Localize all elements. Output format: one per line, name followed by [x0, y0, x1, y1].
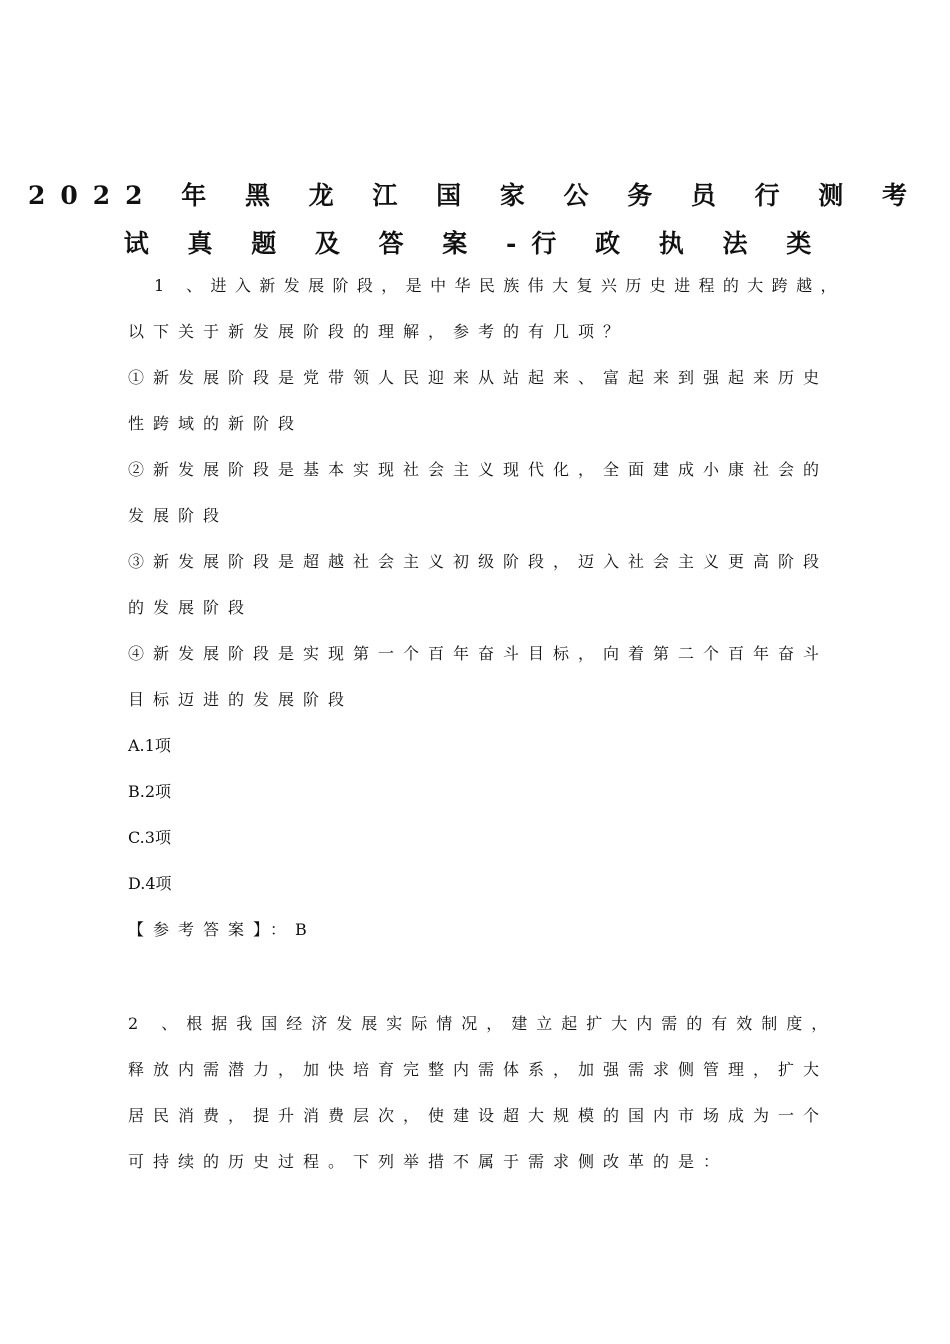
q1-item-2-line-1: ②新发展阶段是基本实现社会主义现代化，全面建成小康社会的 [128, 460, 829, 479]
q2-stem-line-3: 居民消费，提升消费层次，使建设超大规模的国内市场成为一个 [128, 1106, 829, 1125]
q2-stem-line-2: 释放内需潜力，加快培育完整内需体系，加强需求侧管理，扩大 [128, 1060, 829, 1079]
document-title-line-2: 试 真 题 及 答 案 -行 政 执 法 类 [123, 229, 827, 258]
q1-option-c: C.3项 [128, 828, 171, 847]
q2-stem-line-4: 可持续的历史过程。下列举措不属于需求侧改革的是： [128, 1152, 729, 1171]
q1-item-4-line-1: ④新发展阶段是实现第一个百年奋斗目标，向着第二个百年奋斗 [128, 644, 829, 663]
q1-item-3-line-2: 的发展阶段 [128, 598, 254, 617]
q1-option-b: B.2项 [128, 782, 172, 801]
document-title-line-1: 2022 年 黑 龙 江 国 家 公 务 员 行 测 考 [27, 181, 923, 210]
q1-option-a: A.1项 [128, 736, 171, 755]
q1-item-4-line-2: 目标迈进的发展阶段 [128, 690, 354, 709]
q1-item-2-line-2: 发展阶段 [128, 506, 229, 525]
q1-answer: 【参考答案】：B [128, 920, 316, 939]
q1-item-1-line-1: ①新发展阶段是党带领人民迎来从站起来、富起来到强起来历史 [128, 368, 829, 387]
q1-option-d: D.4项 [128, 874, 172, 893]
q2-stem-line-1: 2 、根据我国经济发展实际情况，建立起扩大内需的有效制度， [128, 1014, 837, 1033]
q1-item-1-line-2: 性跨域的新阶段 [128, 414, 304, 433]
q1-stem-line-1: 1 、进入新发展阶段，是中华民族伟大复兴历史进程的大跨越， [154, 276, 845, 295]
q1-stem-line-2: 以下关于新发展阶段的理解，参考的有几项？ [128, 322, 629, 341]
q1-item-3-line-1: ③新发展阶段是超越社会主义初级阶段，迈入社会主义更高阶段 [128, 552, 829, 571]
